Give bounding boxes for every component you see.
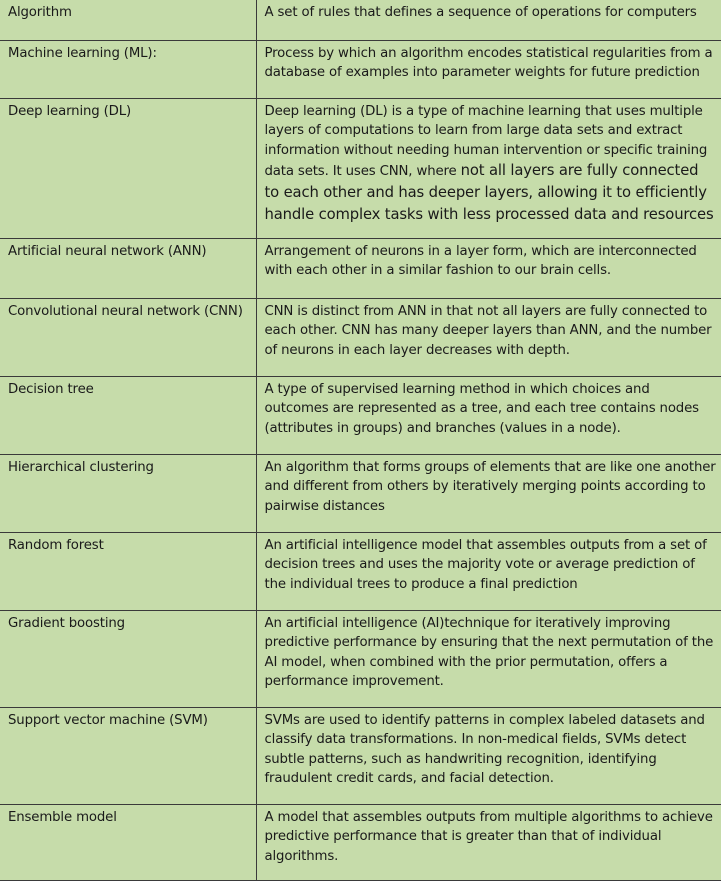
table-row [0, 454, 721, 532]
table-row [0, 707, 721, 804]
table-row [0, 532, 721, 610]
table-row [0, 298, 721, 376]
term-cell: Machine learning (ML): [0, 40, 256, 98]
definition-cell: An artificial intelligence (AI)technique for iteratively improving predictive performance by ensuring that the next permutation of the AI model, when combined with the prior permutation, offers a performance improvement. [256, 610, 721, 707]
term-cell: Decision tree [0, 376, 256, 454]
table-row [0, 376, 721, 454]
table-row [0, 0, 721, 40]
definition-cell [256, 98, 721, 238]
definition-cell: An artificial intelligence model that assembles outputs from a set of decision trees and uses the majority vote or average prediction of the individual trees to produce a final prediction [256, 532, 721, 610]
table-row [0, 238, 721, 298]
term-cell: Ensemble model [0, 804, 256, 880]
term-cell: Hierarchical clustering [0, 454, 256, 532]
term-cell: Algorithm [0, 0, 256, 40]
term-cell: Random forest [0, 532, 256, 610]
term-cell: Convolutional neural network (CNN) [0, 298, 256, 376]
definition-cell: SVMs are used to identify patterns in complex labeled datasets and classify data transformations. In non-medical fields, SVMs detect subtle patterns, such as handwriting recognition, identifying fraudulent credit cards, and facial detection. [256, 707, 721, 804]
definition-cell: A model that assembles outputs from multiple algorithms to achieve predictive performance that is greater than that of individual algorithms. [256, 804, 721, 880]
definition-cell: A set of rules that defines a sequence of operations for computers [256, 0, 721, 40]
term-cell: Artificial neural network (ANN) [0, 238, 256, 298]
table-row [0, 98, 721, 238]
definition-cell: A type of supervised learning method in which choices and outcomes are represented as a tree, and each tree contains nodes (attributes in groups) and branches (values in a node). [256, 376, 721, 454]
term-cell: Support vector machine (SVM) [0, 707, 256, 804]
definition-cell: Process by which an algorithm encodes statistical regularities from a database of examples into parameter weights for future prediction [256, 40, 721, 98]
term-cell: Gradient boosting [0, 610, 256, 707]
definition-text: Deep learning (DL) is a type of machine learning that uses multiple layers of computations to learn from large data sets and extract information without needing human intervention or specific training data sets. It uses CNN, where [264, 103, 708, 179]
definition-text-continued: not all layers are fully connected to each other and has deeper layers, allowing it to efficiently handle complex tasks with less processed data and resources [264, 162, 714, 223]
definition-cell: CNN is distinct from ANN in that not all layers are fully connected to each other. CNN has many deeper layers than ANN, and the number of neurons in each layer decreases with depth. [256, 298, 721, 376]
table-row [0, 40, 721, 98]
definition-cell: Arrangement of neurons in a layer form, which are interconnected with each other in a similar fashion to our brain cells. [256, 238, 721, 298]
table-row [0, 610, 721, 707]
term-cell: Deep learning (DL) [0, 98, 256, 238]
table-row [0, 804, 721, 880]
definition-cell: An algorithm that forms groups of elements that are like one another and different from others by iteratively merging points according to pairwise distances [256, 454, 721, 532]
